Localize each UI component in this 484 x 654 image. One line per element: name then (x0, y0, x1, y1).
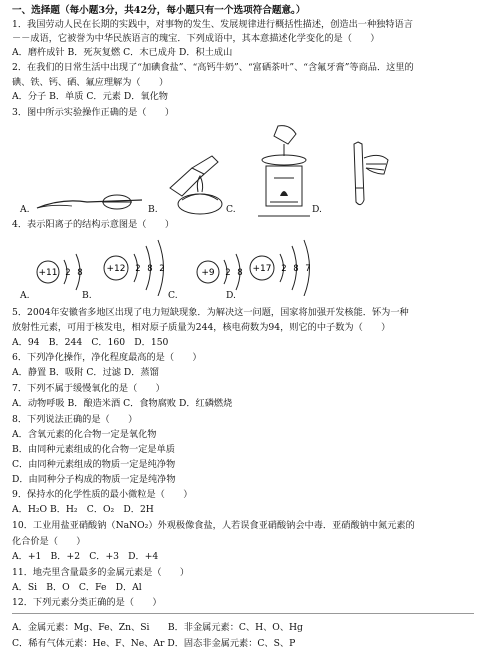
q4-atom-d-nucleus: +17 (252, 264, 272, 274)
q8-option-c: C．由同种元素组成的物质一定是纯净物 (12, 459, 176, 470)
q3-figure-c-tripod-icon (248, 122, 318, 220)
q8-option-d: D．由同种分子构成的物质一定是纯净物 (12, 474, 176, 485)
q3-figure-a-match-icon (32, 180, 152, 215)
q7-options: A．动物呼吸 B．酿造米酒 C．食物腐败 D．红磷燃烧 (12, 398, 233, 409)
q4-label-a: A. (20, 290, 30, 301)
q4-atom-b (98, 234, 180, 296)
q4-atom-b-shell1: 2 (135, 264, 141, 274)
q4-atom-b-shell3: 2 (159, 264, 165, 274)
q5-stem-line1: 5．2004年安徽省多地区出现了电力短缺现象．为解决这一问题，国家将加强开发核能．钚为一种 (12, 307, 409, 318)
q8-stem: 8．下列说法正确的是（ ） (12, 414, 138, 425)
q4-atom-d-shell3: 7 (305, 264, 311, 274)
q3-figure-d-testtube-icon (328, 138, 398, 218)
q4-figures (12, 234, 482, 302)
q4-label-c: C. (168, 290, 178, 301)
q8-option-a: A．含氧元素的化合物一定是氧化物 (12, 429, 157, 440)
q4-atom-a-shell1: 2 (65, 268, 71, 278)
q7-stem: 7．下列不属于缓慢氧化的是（ ） (12, 383, 165, 394)
q9-options: A．H₂O B．H₂ C．O₂ D．2H (12, 504, 154, 515)
q11-stem: 11．地壳里含量最多的金属元素是（ ） (12, 567, 190, 578)
q1-stem-line2: －－成语，它被誉为中华民族语言的瑰宝．下列成语中，其本意描述化学变化的是（ ） (12, 33, 380, 44)
q6-options: A．静置 B．吸附 C．过滤 D．蒸馏 (12, 367, 159, 378)
q10-stem-line2: 化合价是（ ） (12, 536, 86, 547)
q1-options: A．磨杵成针 B．死灰复燃 C．木已成舟 D．积土成山 (12, 47, 233, 58)
q4-atom-a-nucleus: +11 (38, 268, 58, 278)
q4-atom-c-shell2: 8 (237, 268, 243, 278)
q3-label-a: A. (20, 204, 30, 215)
q3-stem: 3．图中所示实验操作正确的是（ ） (12, 107, 175, 118)
q4-atom-c-nucleus: +9 (201, 268, 215, 278)
q4-atom-d-shell1: 2 (281, 264, 287, 274)
q3-label-d: D. (312, 204, 322, 215)
q9-stem: 9．保持水的化学性质的最小微粒是（ ） (12, 489, 193, 500)
q11-options: A．Si B．O C．Fe D．Al (12, 582, 142, 593)
q12-stem: 12．下列元素分类正确的是（ ） (12, 597, 162, 608)
q3-figure-b-lamp-icon (162, 148, 232, 218)
q5-stem-line2: 放射性元素，可用于核发电，相对原子质量为244，核电荷数为94，则它的中子数为（ ） (12, 322, 391, 333)
q4-atom-d-shell2: 8 (293, 264, 299, 274)
q3-figures (12, 120, 482, 220)
page-divider (12, 613, 474, 614)
q4-stem: 4．表示阳离子的结构示意图是（ ） (12, 219, 175, 230)
section-heading: 一、选择题（每小题3分，共42分，每小题只有一个选项符合题意。） (12, 5, 306, 16)
q4-atom-b-shell2: 8 (147, 264, 153, 274)
q6-stem: 6．下列净化操作，净化程度最高的是（ ） (12, 352, 202, 363)
q3-label-c: C. (226, 204, 236, 215)
q5-options: A．94 B．244 C．160 D．150 (12, 337, 169, 348)
q4-label-b: B. (82, 290, 92, 301)
q8-option-b: B．由同种元素组成的化合物一定是单质 (12, 444, 175, 455)
q2-stem-line2: 碘、铁、钙、硒、氟应理解为（ ） (12, 77, 169, 88)
q4-atom-d (242, 234, 328, 296)
q1-stem-line1: 1．我国劳动人民在长期的实践中，对事物的发生、发展规律进行概括性描述，创造出一种独特语言 (12, 19, 413, 30)
q4-atom-a-shell2: 8 (77, 268, 83, 278)
q4-label-d: D. (226, 290, 236, 301)
q3-label-b: B. (148, 204, 158, 215)
q2-options: A．分子 B．单质 C．元素 D．氧化物 (12, 91, 168, 102)
q4-atom-c-shell1: 2 (225, 268, 231, 278)
q2-stem-line1: 2．在我们的日常生活中出现了“加碘食盐”、“高钙牛奶”、“富硒茶叶”、“含氟牙膏”等商品．这里的 (12, 62, 414, 73)
q12-options-cd: C．稀有气体元素：He、F、Ne、Ar D．固态非金属元素：C、S、P (12, 638, 296, 649)
q4-atom-b-nucleus: +12 (106, 264, 126, 274)
q10-options: A．+1 B．+2 C．+3 D．+4 (12, 551, 159, 562)
q10-stem-line1: 10．工业用盐亚硝酸钠（NaNO₂）外观极像食盐，人若误食亚硝酸钠会中毒．亚硝酸钠中氮元素的 (12, 520, 415, 531)
q12-options-ab: A．金属元素：Mg、Fe、Zn、Si B．非金属元素：C、H、O、Hg (12, 622, 303, 633)
